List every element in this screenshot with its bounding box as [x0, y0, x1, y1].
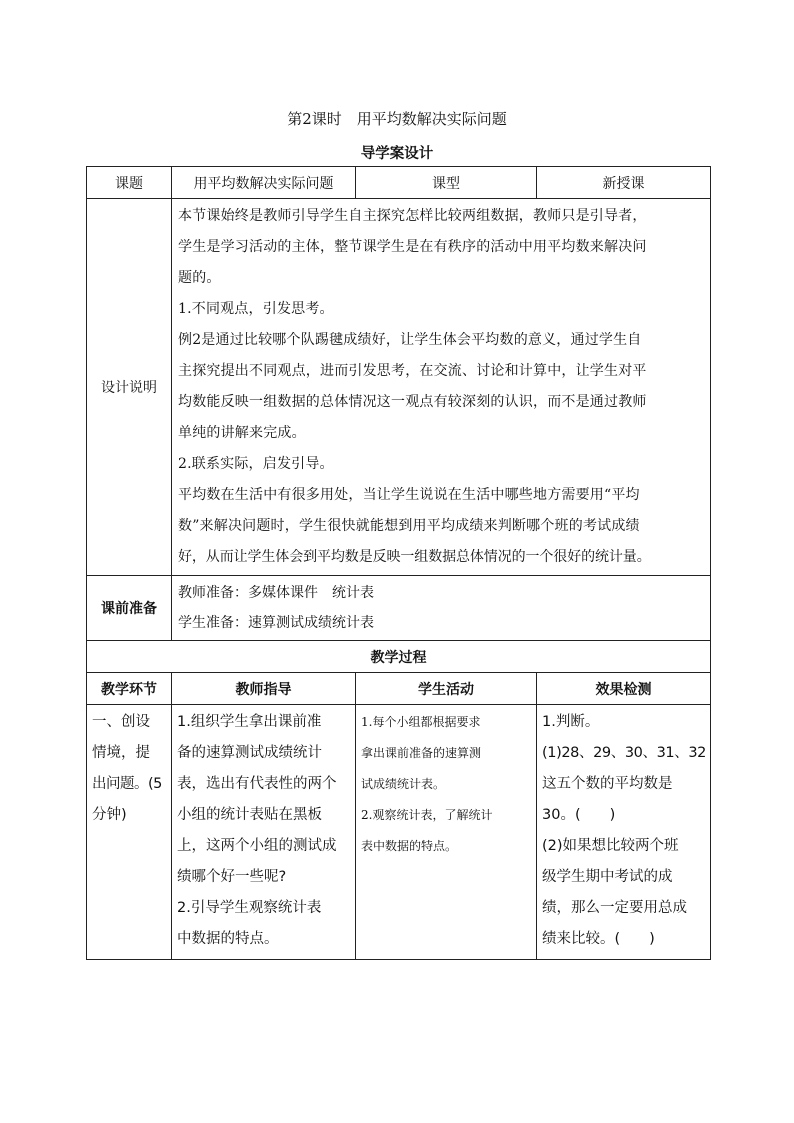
process-row	[87, 705, 711, 960]
topic-value: 用平均数解决实际问题	[172, 167, 356, 199]
design-text	[172, 199, 711, 576]
stage-cell	[87, 705, 172, 960]
student-line: 1.每个小组都根据要求	[361, 715, 481, 729]
teacher-line: 2.引导学生观察统计表	[177, 900, 322, 916]
design-line: 2.联系实际，启发引导。	[178, 456, 334, 472]
design-line: 本节课始终是教师引导学生自主探究怎样比较两组数据，教师只是引导者，	[178, 208, 647, 224]
type-value: 新授课	[537, 167, 711, 199]
student-line: 试成绩统计表。	[361, 777, 446, 791]
process-columns-row	[87, 673, 711, 705]
design-row	[87, 199, 711, 576]
topic-row	[87, 167, 711, 199]
design-line: 平均数在生活中有很多用处，当让学生说说在生活中哪些地方需要用“平均	[178, 487, 640, 503]
type-label: 课型	[356, 167, 537, 199]
stage-line: 情境，提	[92, 745, 150, 761]
check-line: 级学生期中考试的成	[542, 869, 673, 885]
effect-check-cell	[537, 705, 711, 960]
check-line: 1.判断。	[542, 714, 600, 730]
lesson-plan-table	[86, 166, 711, 960]
teacher-line: 1.组织学生拿出课前准	[177, 714, 322, 730]
teacher-line: 表，选出有代表性的两个	[177, 776, 337, 792]
column-header: 教学环节	[87, 673, 172, 705]
teacher-preparation: 教师准备：多媒体课件 统计表	[178, 585, 374, 601]
process-heading: 教学过程	[87, 641, 711, 673]
check-line: (2)如果想比较两个班	[542, 838, 679, 854]
topic-label: 课题	[87, 167, 172, 199]
design-line: 学生是学习活动的主体，整节课学生是在有秩序的活动中用平均数来解决问	[178, 239, 647, 255]
design-line: 题的。	[178, 270, 221, 286]
design-line: 均数能反映一组数据的总体情况这一观点有较深刻的认识，而不是通过教师	[178, 394, 647, 410]
design-label: 设计说明	[87, 199, 172, 576]
check-line: (1)28、29、30、31、32	[542, 745, 706, 761]
student-activity-cell	[356, 705, 537, 960]
student-line: 表中数据的特点。	[361, 839, 458, 853]
preparation-row	[87, 576, 711, 641]
teacher-line: 小组的统计表贴在黑板	[177, 807, 322, 823]
student-preparation: 学生准备：速算测试成绩统计表	[178, 615, 374, 631]
stage-line: 分钟)	[92, 807, 127, 823]
preparation-text	[172, 576, 711, 641]
design-line: 例2是通过比较哪个队踢毽成绩好，让学生体会平均数的意义，通过学生自	[178, 332, 642, 348]
stage-line: 出问题。(5	[92, 776, 162, 792]
column-header: 教师指导	[172, 673, 356, 705]
page-title: 第2课时 用平均数解决实际问题	[287, 110, 507, 128]
teacher-line: 上，这两个小组的测试成	[177, 838, 337, 854]
check-line: 绩，那么一定要用总成	[542, 900, 687, 916]
column-header: 效果检测	[537, 673, 711, 705]
student-line: 拿出课前准备的速算测	[361, 746, 482, 760]
design-line: 1.不同观点，引发思考。	[178, 301, 334, 317]
check-line: 这五个数的平均数是	[542, 776, 673, 792]
page-subtitle: 导学案设计	[360, 146, 434, 162]
student-line: 2.观察统计表，了解统计	[361, 808, 493, 822]
process-heading-row	[87, 641, 711, 673]
teacher-line: 绩哪个好一些呢?	[177, 869, 287, 885]
design-line: 好，从而让学生体会到平均数是反映一组数据总体情况的一个很好的统计量。	[178, 549, 651, 565]
teacher-line: 备的速算测试成绩统计	[177, 745, 322, 761]
design-line: 单纯的讲解来完成。	[178, 425, 306, 441]
check-line: 绩来比较。( )	[542, 931, 655, 947]
design-line: 主探究提出不同观点，进而引发思考，在交流、讨论和计算中，让学生对平	[178, 363, 647, 379]
teacher-line: 中数据的特点。	[177, 931, 279, 947]
column-header: 学生活动	[356, 673, 537, 705]
check-line: 30。( )	[542, 807, 616, 823]
preparation-label: 课前准备	[87, 576, 172, 641]
design-line: 数”来解决问题时，学生很快就能想到用平均成绩来判断哪个班的考试成绩	[178, 518, 640, 534]
teacher-guidance-cell	[172, 705, 356, 960]
stage-line: 一、创设	[92, 714, 150, 730]
